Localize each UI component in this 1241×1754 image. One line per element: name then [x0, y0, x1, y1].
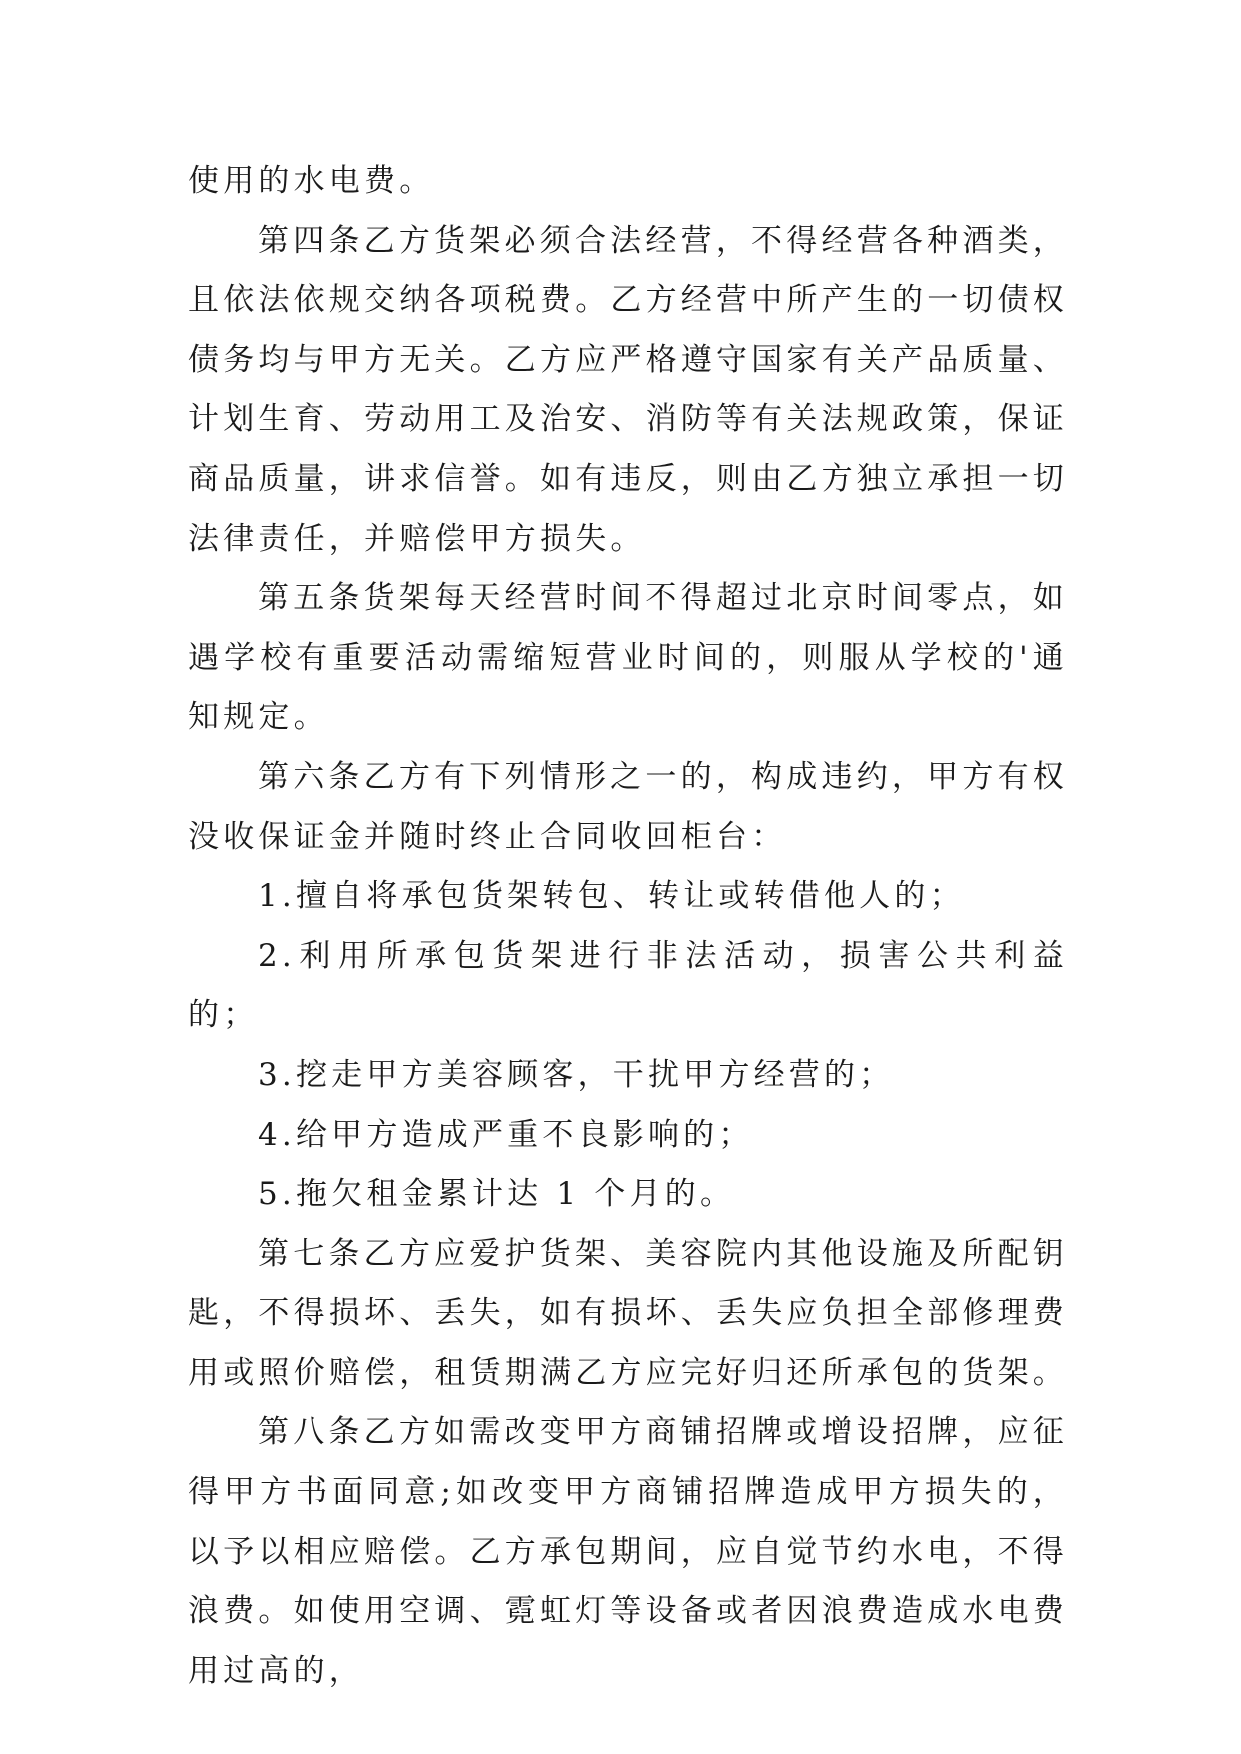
- paragraph-article-6: 第六条乙方有下列情形之一的，构成违约，甲方有权没收保证金并随时终止合同收回柜台：: [188, 758, 1068, 855]
- paragraph-article-4: 第四条乙方货架必须合法经营，不得经营各种酒类，且依法依规交纳各项税费。乙方经营中所产生的一切债权债务均与甲方无关。乙方应严格遵守国家有关产品质量、计划生育、劳动用工及治安、消防等有关法规政策，保证商品质量，讲求信誉。如有违反，则由乙方独立承担一切法律责任，并赔偿甲方损失。: [188, 222, 1068, 557]
- list-item-3: 3.挖走甲方美容顾客，干扰甲方经营的；: [258, 1056, 895, 1093]
- list-item-1: 1.擅自将承包货架转包、转让或转借他人的；: [258, 878, 965, 915]
- list-item-5: 5.拖欠租金累计达 1 个月的。: [258, 1176, 736, 1213]
- paragraph-article-7: 第七条乙方应爱护货架、美容院内其他设施及所配钥匙，不得损坏、丢失，如有损坏、丢失应负担全部修理费用或照价赔偿，租赁期满乙方应完好归还所承包的货架。: [188, 1235, 1068, 1391]
- document-body: [188, 152, 1068, 1701]
- paragraph-article-8: 第八条乙方如需改变甲方商铺招牌或增设招牌，应征得甲方书面同意;如改变甲方商铺招牌造成甲方损失的，以予以相应赔偿。乙方承包期间，应自觉节约水电，不得浪费。如使用空调、霓虹灯等设备或者因浪费造成水电费用过高的，: [188, 1414, 1068, 1689]
- list-item-4: 4.给甲方造成严重不良影响的；: [258, 1116, 754, 1153]
- paragraph-continuation: 使用的水电费。: [188, 163, 435, 199]
- paragraph-article-5: 第五条货架每天经营时间不得超过北京时间零点，如遇学校有重要活动需缩短营业时间的，则服从学校的'通知规定。: [188, 580, 1068, 736]
- list-item-2: 2.利用所承包货架进行非法活动，损害公共利益的；: [188, 937, 1068, 1034]
